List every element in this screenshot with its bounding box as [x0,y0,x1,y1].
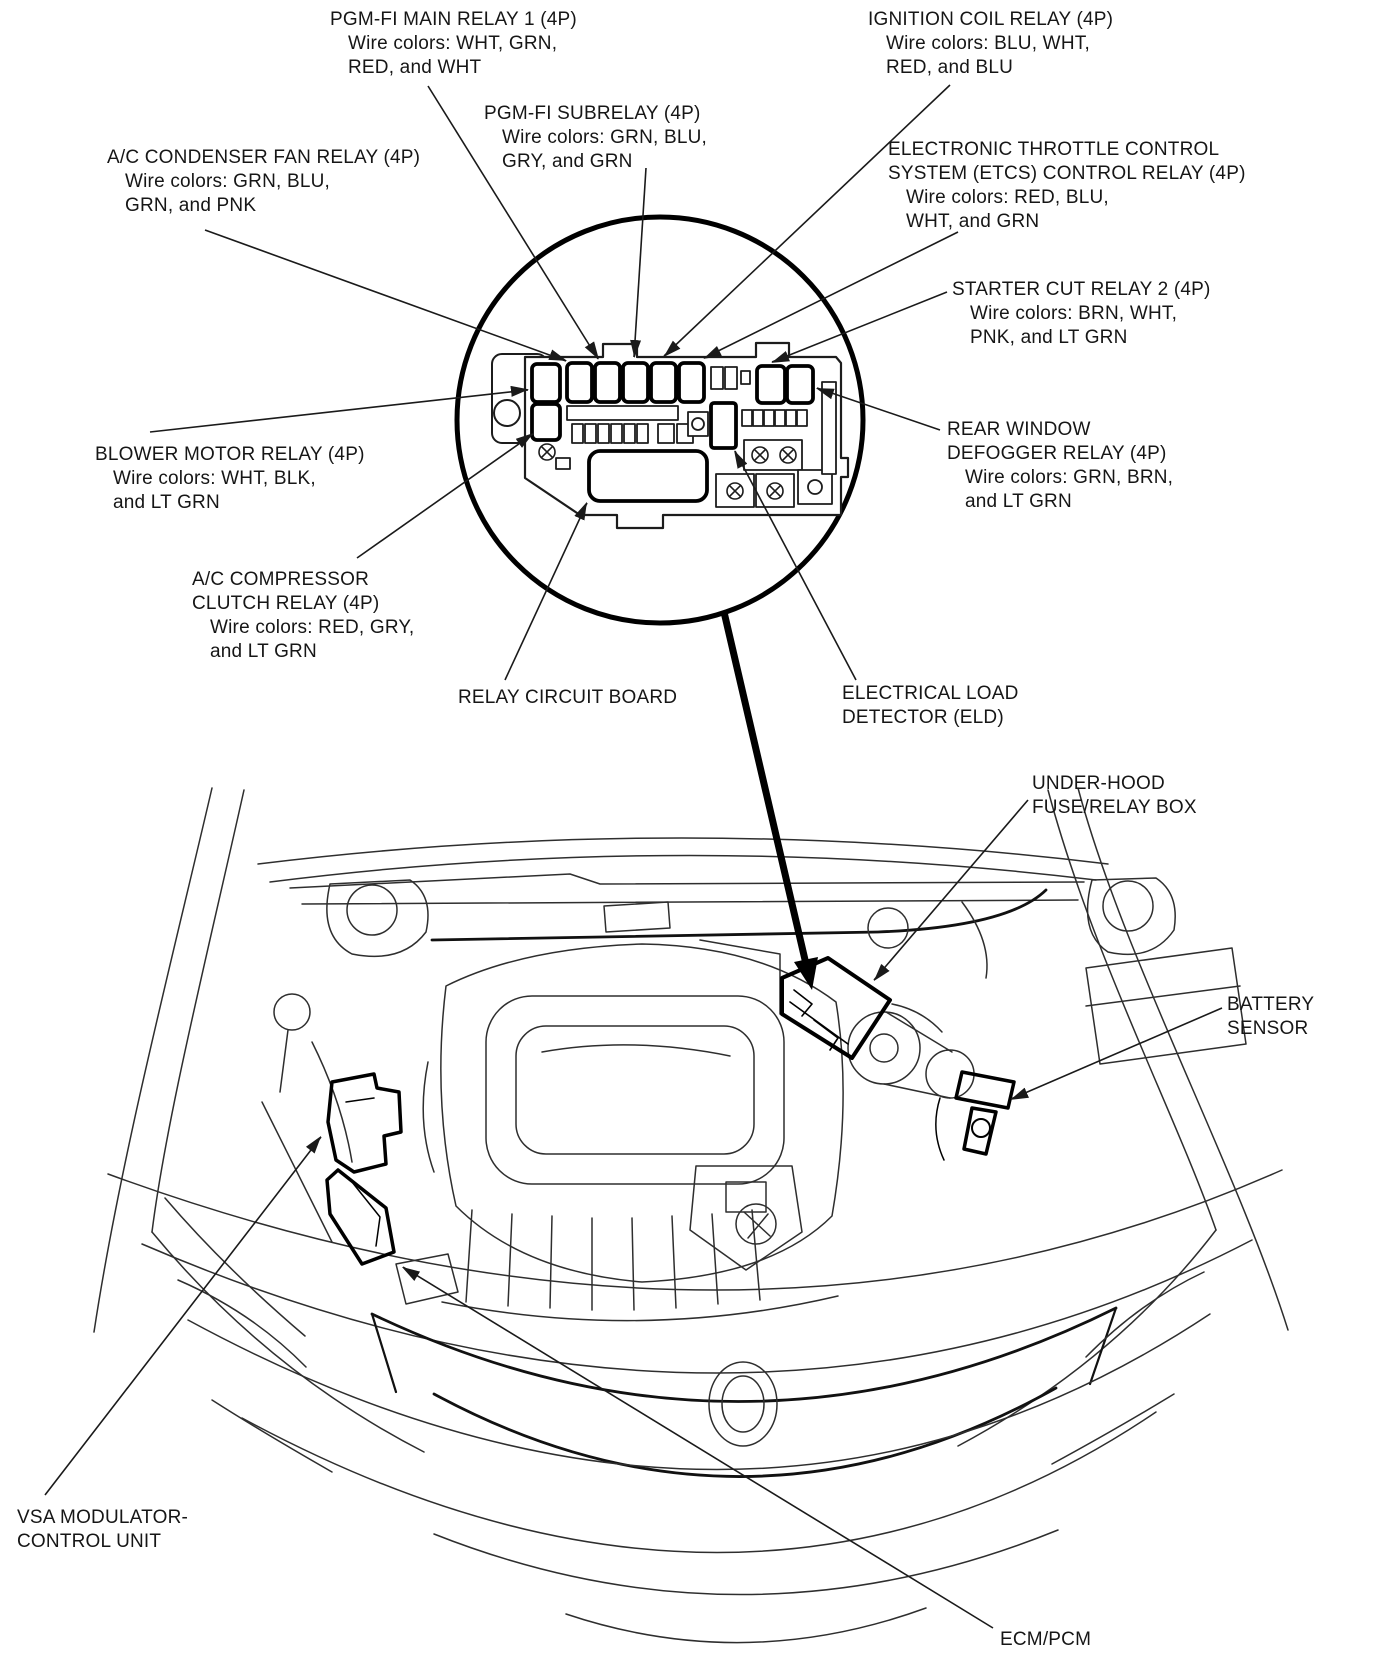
label-wire-colors: and LT GRN [210,641,317,662]
magnifier-detail [457,217,863,623]
relay-board-module [589,451,707,501]
label-title: BATTERY [1227,994,1315,1015]
relay-pgm-fi-sub [623,363,648,402]
under-hood-fuse-relay-box-part [782,958,890,1058]
label-wire-colors: Wire colors: WHT, GRN, [348,33,558,54]
leader-under-hood-box [874,800,1028,980]
label-title: ELECTRICAL LOAD [842,683,1019,704]
label-wire-colors: Wire colors: RED, BLU, [906,187,1109,208]
label-title: ECM/PCM [1000,1629,1092,1650]
label-title: CONTROL UNIT [17,1531,162,1552]
label-wire-colors: Wire colors: GRN, BLU, [502,127,707,148]
bus-bar [567,406,678,420]
intake-plenum [486,996,784,1184]
label-wire-colors: WHT, and GRN [906,211,1040,232]
air-cleaner-box [1086,948,1246,1064]
label-title: UNDER-HOOD [1032,773,1165,794]
left-fender-inner [152,790,244,1232]
label-blower-motor-relay [95,443,365,515]
label-wire-colors: Wire colors: BRN, WHT, [970,303,1178,324]
label-wire-colors: Wire colors: BLU, WHT, [886,33,1090,54]
label-title: A/C COMPRESSOR [192,569,369,590]
label-title: ELECTRONIC THROTTLE CONTROL [888,139,1220,160]
right-fender-inner [1048,790,1216,1230]
arrowhead [794,957,818,990]
left-fender-line [94,788,212,1332]
vsa-modulator-part [327,1074,401,1264]
label-title: DEFOGGER RELAY (4P) [947,443,1167,464]
label-electrical-load-detector [842,682,1019,730]
label-wire-colors: RED, and BLU [886,57,1014,78]
label-wire-colors: RED, and WHT [348,57,482,78]
label-starter-cut-relay-2 [952,278,1211,350]
label-title: IGNITION COIL RELAY (4P) [868,9,1114,30]
relay-blower-motor [532,364,560,402]
label-title: BLOWER MOTOR RELAY (4P) [95,444,365,465]
label-ecm-pcm [1000,1628,1091,1652]
engine-bay-illustration [94,788,1288,1643]
cowl-line [258,838,1108,864]
label-under-hood-fuse-relay-box [1032,772,1197,820]
relay-ac-compressor-clutch [532,404,560,440]
label-wire-colors: and LT GRN [965,491,1072,512]
label-title: PGM-FI MAIN RELAY 1 (4P) [330,9,577,30]
label-wire-colors: Wire colors: WHT, BLK, [113,468,316,489]
grille-upper-edge [372,1308,1116,1402]
relay-starter-cut-2 [757,366,785,403]
label-title: PGM-FI SUBRELAY (4P) [484,103,701,124]
label-battery-sensor [1227,993,1314,1041]
right-fender-line [1078,788,1288,1330]
label-title: STARTER CUT RELAY 2 (4P) [952,279,1211,300]
relay-etcs-control [679,363,704,402]
battery-sensor-part [936,1072,1014,1160]
label-ac-compressor-clutch-relay [192,568,414,664]
label-pgm-fi-main-relay [330,8,577,80]
leader-ecm [403,1267,993,1628]
label-title: CLUTCH RELAY (4P) [192,593,380,614]
label-title: DETECTOR (ELD) [842,707,1004,728]
label-wire-colors: GRN, and PNK [125,195,257,216]
relay-pgm-fi-main-1 [595,363,620,402]
label-wire-colors: Wire colors: GRN, BLU, [125,171,330,192]
label-pgm-fi-subrelay [484,102,707,174]
label-wire-colors: and LT GRN [113,492,220,513]
relay-ignition-coil [651,363,676,402]
eld-component [711,403,736,448]
right-strut-tower [1103,881,1153,931]
board-side-bar [822,382,836,474]
label-wire-colors: PNK, and LT GRN [970,327,1128,348]
label-title: RELAY CIRCUIT BOARD [458,687,678,708]
label-title: SENSOR [1227,1018,1309,1039]
label-title: REAR WINDOW [947,419,1091,440]
label-title: SYSTEM (ETCS) CONTROL RELAY (4P) [888,163,1246,184]
label-ac-condenser-fan-relay [107,146,420,218]
label-vsa-modulator-control-unit [17,1506,188,1554]
relay-rear-defogger [787,366,813,403]
label-title: A/C CONDENSER FAN RELAY (4P) [107,147,421,168]
label-wire-colors: Wire colors: GRN, BRN, [965,467,1174,488]
grille-emblem [709,1362,777,1446]
label-etcs-control-relay [888,138,1246,234]
label-ignition-coil-relay [868,8,1113,80]
label-relay-circuit-board [458,686,677,710]
label-rear-window-defogger-relay [947,418,1173,514]
label-wire-colors: Wire colors: RED, GRY, [210,617,415,638]
relay-ac-condenser-fan [567,363,592,402]
label-title: FUSE/RELAY BOX [1032,797,1197,818]
ecm-pcm-part [396,1254,458,1304]
label-wire-colors: GRY, and GRN [502,151,633,172]
label-title: VSA MODULATOR- [17,1507,189,1528]
left-strut-tower [347,885,397,935]
